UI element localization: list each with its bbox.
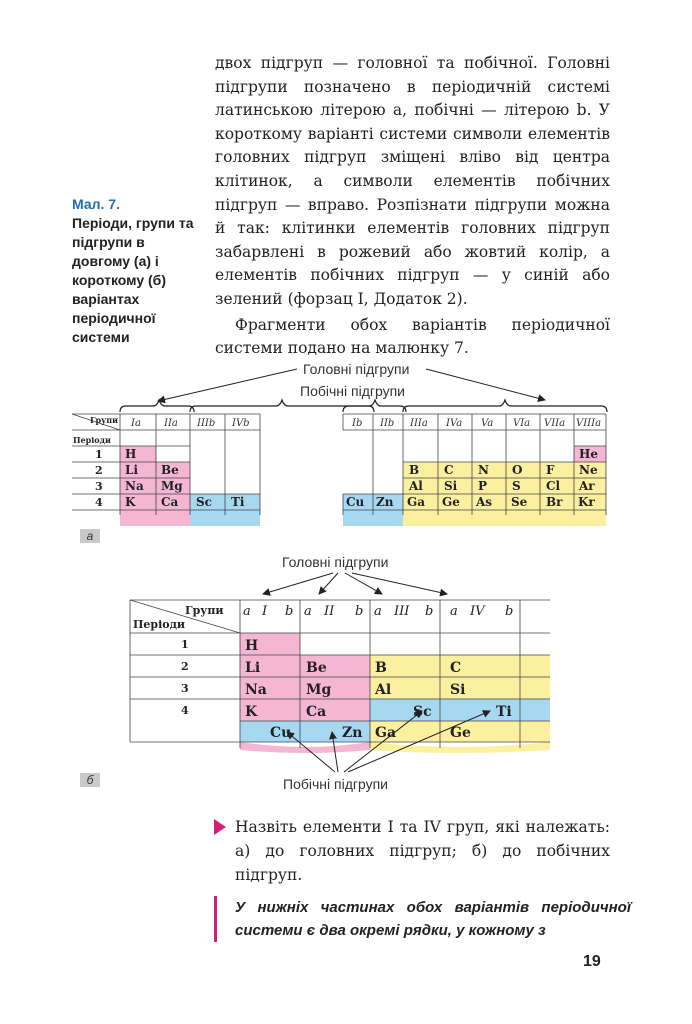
- element-cell: Sc: [196, 495, 212, 509]
- fig-a-period: 1: [95, 448, 103, 461]
- fig-a-header: VIIa: [544, 418, 566, 429]
- triangle-bullet-icon: [214, 819, 226, 835]
- fig-a-header: VIa: [513, 418, 531, 429]
- fig-a-header: IIb: [380, 418, 395, 429]
- figure-b-short-table: [120, 548, 560, 798]
- element-cell: Ar: [579, 479, 595, 493]
- element-cell: Br: [546, 495, 563, 509]
- element-cell: Li: [245, 660, 261, 676]
- element-cell: Sc: [413, 704, 432, 720]
- element-cell: Kr: [578, 495, 595, 509]
- element-cell: Mg: [306, 682, 332, 698]
- fig-b-sub-a: a: [374, 604, 382, 619]
- fig-b-header: III: [394, 604, 410, 619]
- element-cell: H: [245, 638, 259, 654]
- element-cell: Mg: [161, 479, 183, 493]
- fig-b-period: 1: [181, 638, 189, 651]
- element-cell: Ge: [450, 725, 471, 741]
- element-cell: P: [478, 479, 488, 493]
- element-cell: Li: [125, 463, 138, 477]
- fig-b-corner-groups: Групи: [185, 604, 224, 617]
- element-cell: Cu: [346, 495, 365, 509]
- fig-a-tag: а: [80, 529, 100, 543]
- element-cell: Ga: [407, 495, 426, 509]
- fig-a-header: IIa: [164, 418, 178, 429]
- paragraph-1: двох підгруп — головної та побічної. Головні підгрупи позначено в періодичній системі латинською літерою a, побічні — літерою b. У короткому варіанті системи символи елементів головних підгруп зміщені вліво від центра клітинок, а символи елементів побічних підгруп — вправо. Розпізнати підгрупи можна й так: клітинки елементів головних підгруп забарвлені в рожевий або жовтий колір, а елементів побічних підгруп — у синій або зелений (форзац I, Додаток 2).: [215, 54, 610, 308]
- fig-b-sub-a: a: [450, 604, 458, 619]
- element-cell: He: [579, 447, 598, 461]
- element-cell: B: [375, 660, 387, 676]
- fig-a-header: IIIa: [410, 418, 428, 429]
- fig-a-header: IVb: [232, 418, 250, 429]
- figure-caption: [72, 195, 197, 347]
- fig-b-sub-a: a: [304, 604, 312, 619]
- element-cell: K: [125, 495, 136, 509]
- fig-a-header: Ia: [131, 418, 141, 429]
- fig-a-corner-groups: Групи: [90, 415, 119, 425]
- fig-b-main-label: Головні підгрупи: [282, 554, 389, 570]
- element-cell: Al: [375, 682, 392, 698]
- fig-b-side-label: Побічні підгрупи: [283, 776, 388, 792]
- element-cell: C: [444, 463, 454, 477]
- element-cell: As: [476, 495, 493, 509]
- element-cell: Si: [450, 682, 466, 698]
- question-block: [215, 815, 610, 887]
- fig-b-header: II: [324, 604, 335, 619]
- element-cell: Cu: [270, 725, 292, 741]
- fig-a-period: 2: [95, 464, 103, 477]
- element-cell: Na: [125, 479, 144, 493]
- fig-b-header: I: [262, 604, 268, 619]
- element-cell: Be: [161, 463, 179, 477]
- element-cell: Se: [511, 495, 528, 509]
- fig-b-sub-b: b: [505, 604, 514, 619]
- main-text: [215, 52, 610, 361]
- fig-b-sub-b: b: [285, 604, 294, 619]
- caption-title: Мал. 7.: [72, 196, 120, 212]
- element-cell: Ti: [231, 495, 245, 509]
- element-cell: Si: [444, 479, 458, 493]
- element-cell: C: [450, 660, 462, 676]
- paragraph-2: Фрагменти обох варіантів періодичної системи подано на малюнку 7.: [215, 315, 610, 358]
- fig-a-header: IVa: [446, 418, 463, 429]
- page-number: 19: [583, 953, 601, 970]
- element-cell: O: [512, 463, 523, 477]
- element-cell: Ne: [579, 463, 598, 477]
- element-cell: B: [409, 463, 420, 477]
- element-cell: Al: [409, 479, 423, 493]
- fig-a-corner-periods: Періоди: [73, 435, 111, 445]
- fig-b-period: 3: [181, 682, 189, 695]
- element-cell: Zn: [342, 725, 363, 741]
- fig-b-sub-b: b: [425, 604, 434, 619]
- question-text: Назвіть елементи I та IV груп, які належать: а) до головних підгруп; б) до побічних підгруп.: [235, 818, 610, 884]
- fig-b-corner-periods: Періоди: [133, 618, 186, 631]
- element-cell: Ge: [442, 495, 460, 509]
- element-cell: Ca: [306, 704, 327, 720]
- fig-a-header: Ib: [352, 418, 363, 429]
- element-cell: F: [546, 463, 555, 477]
- fig-b-period: 2: [181, 660, 189, 673]
- element-cell: S: [512, 479, 521, 493]
- fig-a-period: 4: [95, 496, 103, 509]
- fig-a-period: 3: [95, 480, 103, 493]
- element-cell: Na: [245, 682, 267, 698]
- fig-b-tag: б: [80, 773, 100, 787]
- element-cell: Be: [306, 660, 327, 676]
- element-cell: Ca: [161, 495, 179, 509]
- fig-b-period: 4: [181, 704, 189, 717]
- fig-a-header: IIIb: [197, 418, 216, 429]
- fig-b-sub-b: b: [355, 604, 364, 619]
- element-cell: Zn: [376, 495, 394, 509]
- fig-a-header: Va: [481, 418, 494, 429]
- element-cell: Ga: [375, 725, 397, 741]
- element-cell: N: [478, 463, 489, 477]
- element-cell: H: [125, 447, 137, 461]
- fig-a-header: VIIIa: [576, 418, 602, 429]
- element-cell: K: [245, 704, 258, 720]
- element-cell: Ti: [496, 704, 512, 720]
- fig-a-main-label: Головні підгрупи: [303, 361, 410, 377]
- element-cell: Cl: [546, 479, 561, 493]
- fig-a-side-label: Побічні підгрупи: [300, 383, 405, 399]
- fig-b-header: IV: [470, 604, 485, 619]
- caption-body: Періоди, групи та підгрупи в довгому (а) і короткому (б) варіантах періодичної системи: [72, 215, 194, 345]
- note-block: У нижніх частинах обох варіантів періодичної системи є два окремі рядки, у кожному з: [214, 896, 631, 942]
- fig-b-sub-a: a: [243, 604, 251, 619]
- figure-a-long-table: [60, 355, 620, 530]
